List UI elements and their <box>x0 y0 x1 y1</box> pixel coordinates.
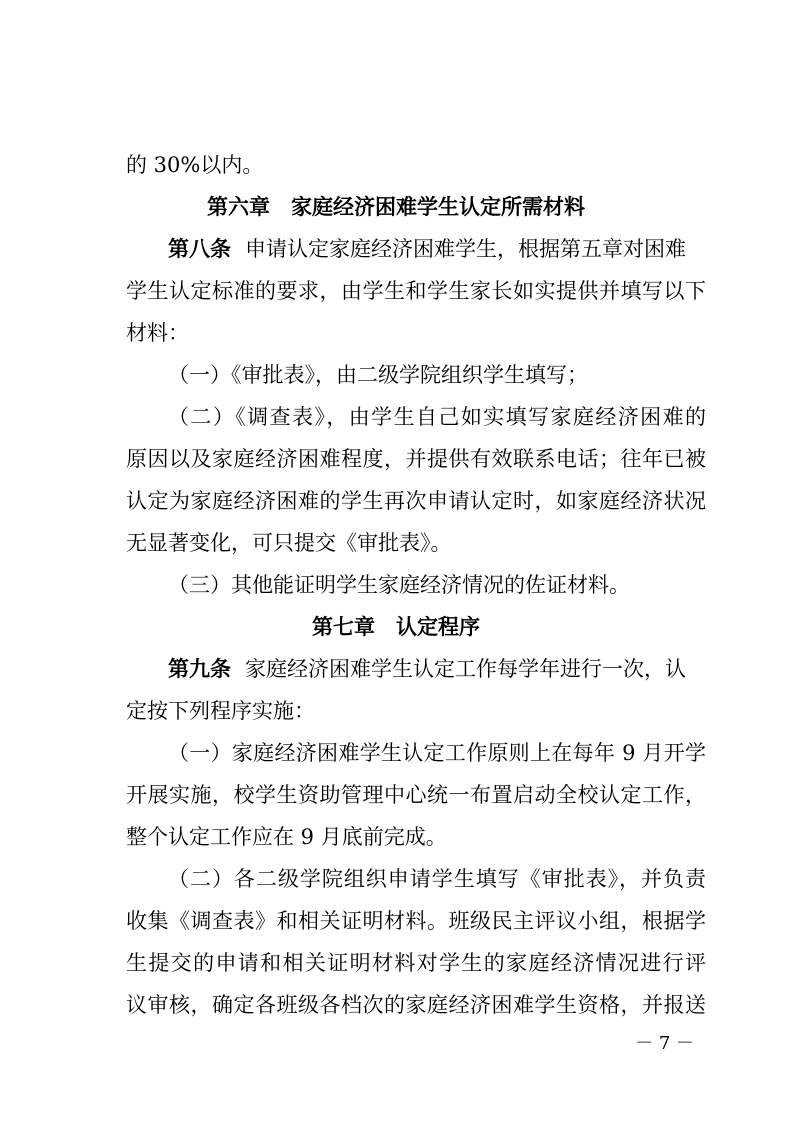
paragraph-line: 原因以及家庭经济困难程度，并提供有效联系电话；往年已被 <box>126 447 706 471</box>
list-item: （二）各二级学院组织申请学生填写《审批表》，并负责 <box>168 867 706 891</box>
article-text: 申请认定家庭经济困难学生，根据第五章对困难 <box>245 237 686 261</box>
paragraph-line: 材料： <box>126 321 189 345</box>
article-line <box>168 235 706 263</box>
article-label: 第八条 <box>168 236 231 261</box>
paragraph-line: 的 30%以内。 <box>126 153 264 177</box>
paragraph-line: 定按下列程序实施： <box>126 699 315 723</box>
chapter-heading: 第七章 认定程序 <box>312 614 480 639</box>
list-item: （三）其他能证明学生家庭经济情况的佐证材料。 <box>168 573 630 597</box>
page-number: － 7 － <box>635 1033 694 1054</box>
paragraph-line: 无显著变化，可只提交《审批表》。 <box>126 531 452 555</box>
list-item: （一）《审批表》，由二级学院组织学生填写； <box>168 363 588 387</box>
chapter-heading: 第六章 家庭经济困难学生认定所需材料 <box>207 194 585 219</box>
paragraph-line: 认定为家庭经济困难的学生再次申请认定时，如家庭经济状况 <box>126 489 706 513</box>
paragraph-line: 开展实施，校学生资助管理中心统一布置启动全校认定工作， <box>126 783 706 807</box>
paragraph-line: 议审核，确定各班级各档次的家庭经济困难学生资格，并报送 <box>126 993 706 1017</box>
list-item: （一）家庭经济困难学生认定工作原则上在每年 9 月开学 <box>168 741 706 765</box>
article-text: 家庭经济困难学生认定工作每学年进行一次，认 <box>245 657 686 681</box>
list-item: （二）《调查表》，由学生自己如实填写家庭经济困难的 <box>168 405 706 429</box>
paragraph-line: 学生认定标准的要求，由学生和学生家长如实提供并填写以下 <box>126 279 706 303</box>
paragraph-line: 整个认定工作应在 9 月底前完成。 <box>126 825 447 849</box>
article-line <box>168 655 706 683</box>
article-label: 第九条 <box>168 656 231 681</box>
paragraph-line: 生提交的申请和相关证明材料对学生的家庭经济情况进行评 <box>126 951 706 975</box>
paragraph-line: 收集《调查表》和相关证明材料。班级民主评议小组，根据学 <box>126 909 706 933</box>
